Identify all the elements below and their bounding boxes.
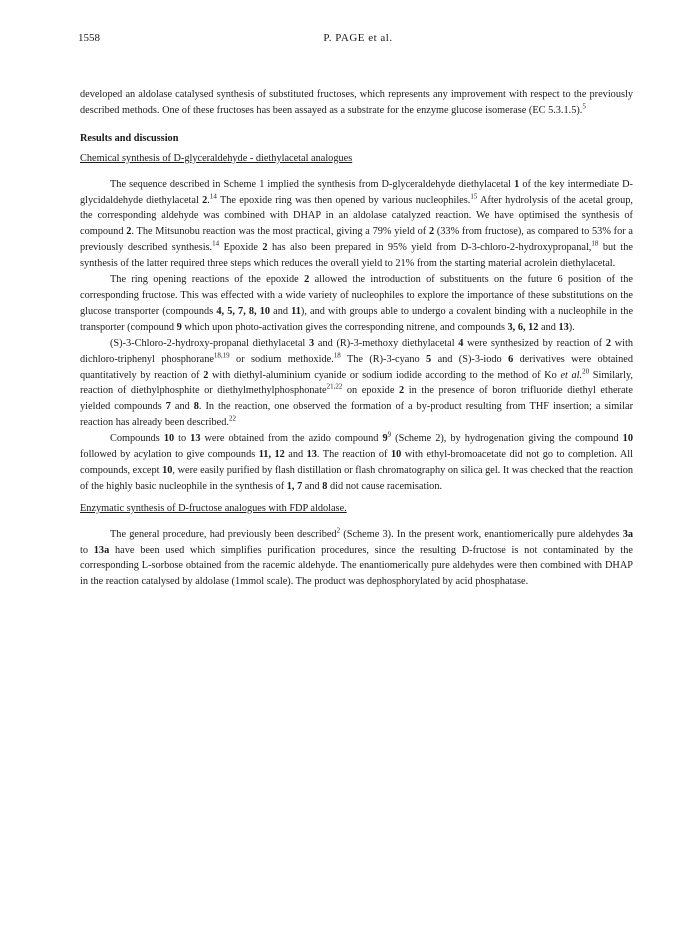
page-number: 1558 [78,32,100,44]
subsection-heading-enzymatic-synthesis: Enzymatic synthesis of D-fructose analogues with FDP aldolase. [80,502,347,514]
citation: 5 [582,102,586,111]
citation: 21,22 [326,382,343,391]
citation: 20 [582,367,590,376]
citation: 18 [591,239,599,248]
citation: 9 [387,430,392,439]
running-head: P. PAGE et al. [323,32,393,44]
section-heading: Results and discussion [80,132,179,144]
article-body [80,87,633,590]
citation: 22 [228,414,236,423]
citation: 14 [212,239,220,248]
citation: 18,19 [213,351,230,360]
page-header [78,32,638,48]
paragraph-intro-continued: developed an aldolase catalysed synthesis of substituted fructoses, which represents any improvement with respect to the previously described methods. One of these fructoses has been assayed as a substrate for the enzyme glucose isomerase (EC 5.3.1.5).$^5$ [80,89,633,116]
paragraph-derivatives: (S)-3-Chloro-2-hydroxy-propanal diethylacetal 3 and (R)-3-methoxy diethylacetal 4 were synthesized by reaction of 2 with dichloro-triphenyl phosphorane$^{18,19}$ or sodium methoxide.$^{18}$ The (R)-3-cyano 5 and (S)-3-iodo 6 derivatives were obtained quantitatively by reaction of 2 with diethyl-aluminium cyanide or sodium iodide according to the method of Ko et al.$^{20}$ Similarly, reaction of diethylphosphite or diethylmethylphosphonate$^{21,22}$ on epoxide 2 in the presence of boron trifluoride diethyl etherate yielded compounds 7 and 8. In the reaction, one observed the formation of a by-product resulting from THF insertion; a similar reaction has already been described.$^{22}$ [80,337,634,429]
citation: 14 [209,192,217,201]
subsection-heading-chemical-synthesis: Chemical synthesis of D-glyceraldehyde - diethylacetal analogues [80,152,353,164]
paragraph-general-procedure: The general procedure, had previously been described$^2$ (Scheme 3). In the present work, enantiomerically pure aldehydes 3a to 13a have been used which simplifies purification procedures, since the resulting D-fructose is not contaminated by the corresponding L-sorbose obtained from the racemic aldehyde. The enantiomerically pure aldehydes were then combined with DHAP in the reaction catalysed by aldolase (1mmol scale). The product was dephosphorylated by acid phosphatase. [80,526,634,588]
paragraph-scheme-1: The sequence described in Scheme 1 implied the synthesis from D-glyceraldehyde diethylacetal 1 of the key intermediate D-glycidaldehyde diethylacetal 2.14 The epoxide ring was then opened by various nucleophiles.$^{15}$ After hydrolysis of the acetal group, the corresponding aldehyde was combined with DHAP in an aldolase catalyzed reaction. We have optimised the synthesis of compound 2. The Mitsunobu reaction was the most practical, giving a 79% yield of 2 (33% from fructose), as compared to 53% for a previously described synthesis.$^{14}$ Epoxide 2 has also been prepared in 95% yield from D-3-chloro-2-hydroxypropanal,$^{18}$ but the synthesis of the latter required three steps which reduces the overall yield to 21% from the starting material acrolein diethylacetal. [80,178,634,270]
paragraph-ring-opening: The ring opening reactions of the epoxide 2 allowed the introduction of substituents on the future 6 position of the corresponding fructose. This was effected with a wide variety of nucleophiles to explore the importance of these substitutions on the glucose transporter (compounds 4, 5, 7, 8, 10 and 11), and with groups able to undergo a covalent binding with a nucleophile in the transporter (compound 9 which upon photo-activation gives the corresponding nitrene, and compounds 3, 6, 12 and 13). [80,274,634,333]
citation: 15 [470,192,478,201]
paragraph-azido-compounds: Compounds 10 to 13 were obtained from the azido compound $9^9$ (Scheme 2), by hydrogenation giving the compound 10 followed by acylation to give compounds 11, 12 and 13. The reaction of 10 with ethyl-bromoacetate did not go to completion. All compounds, except 10, were easily purified by flash distillation or flash chromatography on silica gel. It was checked that the reaction of the highly basic nucleophile in the synthesis of 1, 7 and 8 did not cause racemisation. [80,430,633,492]
citation: 18 [333,351,341,360]
citation: 2 [336,526,341,535]
